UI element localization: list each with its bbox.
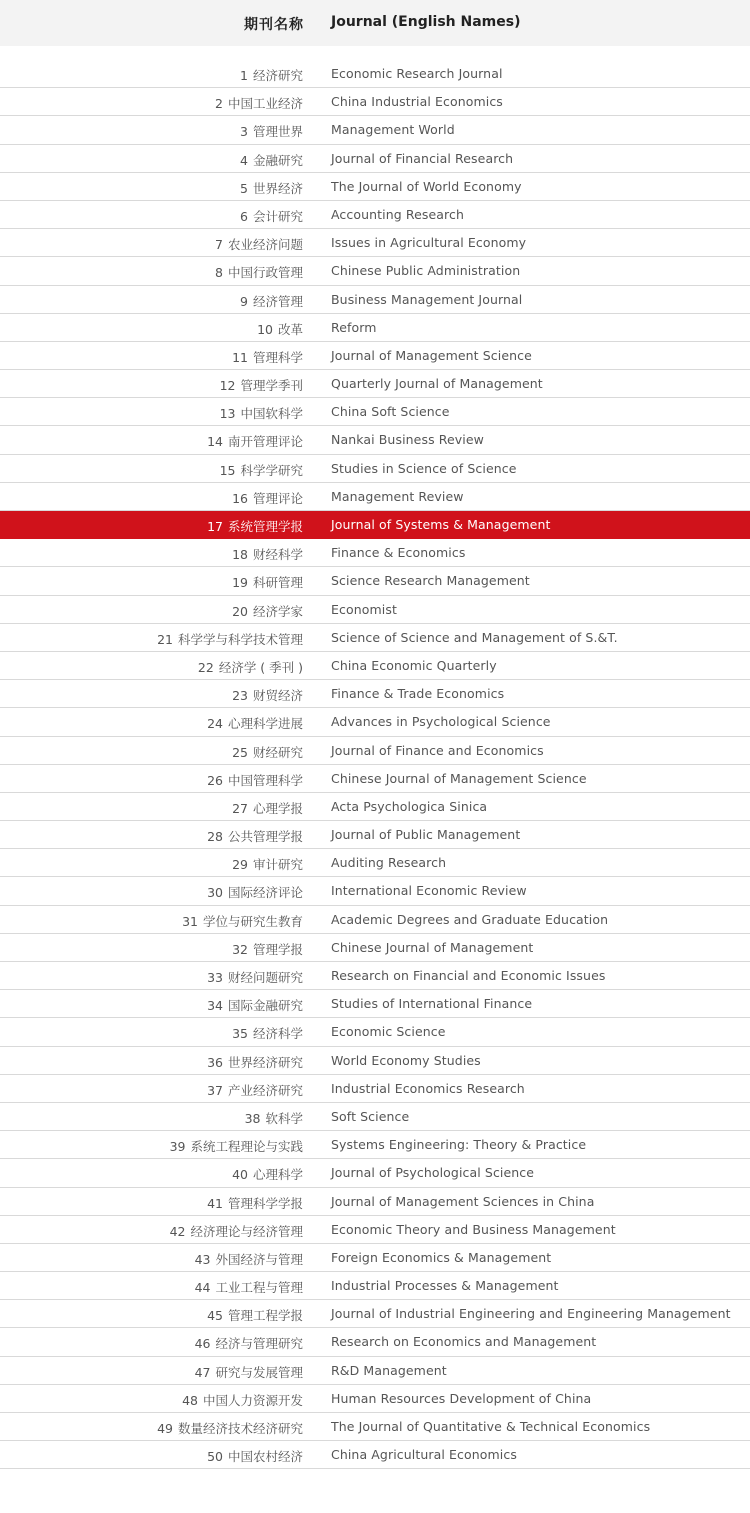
journal-en-name: Research on Financial and Economic Issues (331, 968, 606, 983)
journal-rank: 6 (240, 208, 248, 224)
journal-rank: 35 (232, 1026, 248, 1042)
journal-rank: 40 (232, 1167, 248, 1183)
journal-rank: 42 (169, 1223, 186, 1239)
journal-rank: 37 (207, 1082, 223, 1098)
journal-cn-title: 外国经济与管理 (215, 1251, 303, 1267)
journal-en-name: Journal of Finance and Economics (331, 742, 544, 758)
journal-cn-name (220, 461, 303, 479)
table-row (0, 1216, 750, 1244)
journal-cn-title: 工业工程与管理 (215, 1280, 303, 1296)
journal-cn-title: 中国软科学 (240, 406, 303, 422)
journal-en-name: Management Review (331, 488, 464, 504)
journal-en-name: Economic Theory and Business Management (331, 1221, 616, 1237)
journal-rank: 7 (215, 237, 223, 253)
journal-cn-title: 软科学 (265, 1110, 303, 1126)
journal-rank: 30 (207, 885, 223, 901)
journal-en-name: Industrial Processes & Management (331, 1278, 559, 1294)
journal-cn-name (195, 1278, 303, 1296)
journal-cn-name (207, 1081, 303, 1099)
journal-rank: 25 (232, 744, 248, 760)
table-row (0, 314, 750, 342)
journal-cn-title: 心理学报 (252, 800, 303, 816)
journal-rank: 1 (240, 68, 248, 83)
journal-cn-name (207, 1053, 303, 1071)
journal-cn-title: 系统管理学报 (227, 519, 303, 534)
table-row (0, 145, 750, 173)
journal-en-name: Finance & Economics (331, 545, 466, 561)
journal-en-name: China Agricultural Economics (331, 1447, 517, 1463)
header-en-label: Journal (English Names) (331, 14, 521, 30)
table-row (0, 737, 750, 765)
journal-rank: 8 (215, 265, 223, 281)
journal-en-name: Acta Psychologica Sinica (331, 798, 488, 814)
journal-cn-title: 农业经济问题 (227, 237, 303, 253)
journal-cn-name (207, 883, 303, 901)
table-row (0, 1300, 750, 1328)
journal-en-name: Advances in Psychological Science (331, 714, 551, 730)
journal-en-name: Academic Degrees and Graduate Education (331, 911, 609, 927)
journal-rank: 16 (232, 490, 248, 506)
journal-cn-name (232, 940, 303, 958)
journal-en-name: Journal of Industrial Engineering and Engineering Management (331, 1306, 731, 1322)
journal-rank: 9 (240, 293, 248, 309)
journal-cn-name (207, 1306, 303, 1324)
table-row (0, 426, 750, 454)
journal-cn-title: 中国人力资源开发 (202, 1392, 303, 1408)
journal-en-name: Industrial Economics Research (331, 1080, 525, 1096)
journal-en-name: Science of Science and Management of S.&T. (331, 629, 618, 645)
journal-en-name: Journal of Public Management (331, 827, 521, 843)
table-header (0, 0, 750, 46)
journal-en-name: Journal of Management Science (331, 347, 532, 363)
journal-cn-name (232, 602, 303, 620)
journal-cn-name (170, 1222, 303, 1240)
journal-cn-name (245, 1109, 303, 1127)
journal-cn-title: 科研管理 (252, 575, 303, 591)
journal-rank: 49 (157, 1421, 173, 1436)
table-row (0, 962, 750, 990)
journal-rank: 26 (207, 772, 223, 788)
journal-en-name: World Economy Studies (331, 1052, 481, 1068)
journal-rank: 48 (182, 1392, 198, 1408)
journal-cn-title: 财经问题研究 (227, 970, 303, 985)
journal-en-name: Nankai Business Review (331, 432, 484, 448)
journal-rank: 13 (219, 406, 236, 422)
table-row (0, 793, 750, 821)
journal-cn-title: 中国管理科学 (227, 772, 303, 788)
journal-cn-title: 南开管理评论 (227, 434, 303, 450)
journal-cn-title: 经济管理 (252, 293, 303, 309)
journal-cn-name (257, 320, 303, 338)
journal-cn-name (182, 912, 303, 930)
table-row (0, 88, 750, 116)
journal-cn-name (220, 376, 303, 394)
journal-cn-name (232, 489, 303, 507)
table-row (0, 596, 750, 624)
journal-en-name: Foreign Economics & Management (331, 1249, 552, 1265)
journal-rank: 15 (219, 462, 236, 478)
journal-rank: 22 (197, 659, 214, 675)
journal-cn-title: 管理科学学报 (227, 1195, 303, 1211)
journal-cn-name (207, 771, 303, 789)
journal-en-name: Studies of International Finance (331, 996, 533, 1012)
journal-en-name: Journal of Systems & Management (331, 517, 551, 532)
journal-cn-name (195, 1250, 303, 1268)
table-row (0, 906, 750, 934)
journal-rank: 2 (215, 96, 223, 112)
table-row (0, 342, 750, 370)
journal-en-name: International Economic Review (331, 883, 527, 899)
journal-rank: 33 (207, 970, 223, 985)
journal-en-name: Finance & Trade Economics (331, 686, 505, 702)
journal-rank: 23 (232, 688, 248, 704)
journal-cn-name (232, 855, 303, 873)
journal-cn-title: 中国农村经济 (227, 1449, 303, 1465)
table-row (0, 370, 750, 398)
journal-en-name: Quarterly Journal of Management (331, 376, 543, 392)
journal-cn-name (182, 1391, 303, 1409)
journal-cn-name (215, 94, 303, 112)
journal-cn-name (215, 263, 303, 281)
journal-en-name: Chinese Journal of Management Science (331, 770, 587, 786)
header-cn-label: 期刊名称 (244, 17, 304, 33)
journal-cn-name (207, 517, 303, 535)
journal-cn-title: 财经研究 (252, 744, 303, 760)
table-row (0, 1103, 750, 1131)
journal-cn-title: 产业经济研究 (227, 1082, 303, 1098)
journal-cn-title: 管理世界 (252, 124, 303, 140)
table-row (0, 934, 750, 962)
journal-cn-title: 心理科学 (252, 1167, 303, 1183)
journal-cn-title: 科学学与科学技术管理 (177, 631, 303, 647)
journal-en-name: Journal of Psychological Science (331, 1165, 535, 1181)
journal-cn-title: 经济科学 (252, 1026, 303, 1042)
journal-rank: 3 (240, 124, 248, 140)
journal-en-name: Reform (331, 319, 377, 335)
table-row (0, 173, 750, 201)
table-row (0, 849, 750, 877)
journal-cn-name (232, 686, 303, 704)
table-row (0, 1159, 750, 1187)
journal-cn-title: 财经科学 (252, 547, 303, 563)
journal-cn-title: 公共管理学报 (227, 829, 303, 845)
journal-cn-name (207, 1447, 303, 1465)
journal-rank: 14 (207, 434, 223, 450)
journal-cn-title: 系统工程理论与实践 (190, 1139, 303, 1155)
table-row (0, 765, 750, 793)
journal-rank: 27 (232, 800, 248, 816)
journal-en-name: China Economic Quarterly (331, 657, 497, 673)
table-row (0, 1385, 750, 1413)
journal-rank: 29 (232, 857, 248, 873)
journal-cn-title: 管理科学 (252, 349, 303, 365)
journal-rank: 10 (257, 321, 273, 337)
journal-rank: 39 (169, 1139, 186, 1155)
journal-cn-title: 国际经济评论 (227, 885, 303, 901)
journal-cn-title: 研究与发展管理 (215, 1364, 303, 1380)
journal-en-name: Economic Science (331, 1024, 446, 1040)
journal-rank: 17 (207, 519, 223, 534)
journal-en-name: Studies in Science of Science (331, 460, 517, 476)
journal-cn-name (232, 743, 303, 761)
journal-cn-name (207, 1194, 303, 1212)
journal-en-name: Business Management Journal (331, 291, 523, 307)
table-row (0, 1441, 750, 1469)
journal-cn-name (207, 827, 303, 845)
journal-cn-name (232, 573, 303, 591)
journal-rank: 20 (232, 603, 248, 619)
journal-rank: 24 (207, 716, 223, 732)
table-row (0, 539, 750, 567)
journal-cn-title: 审计研究 (252, 857, 303, 873)
journal-cn-title: 管理评论 (252, 490, 303, 506)
journal-cn-name (207, 432, 303, 450)
journal-en-name: Accounting Research (331, 206, 465, 222)
table-row (0, 567, 750, 595)
journal-en-name: Journal of Financial Research (331, 150, 514, 166)
journal-cn-name (195, 1363, 303, 1381)
journal-cn-name (240, 122, 303, 140)
journal-en-name: Economist (331, 601, 397, 617)
journal-rank: 50 (207, 1449, 223, 1465)
journal-en-name: The Journal of World Economy (331, 178, 522, 194)
journal-cn-title: 会计研究 (252, 208, 303, 224)
table-row (0, 257, 750, 285)
table-row (0, 483, 750, 511)
table-row (0, 455, 750, 483)
journal-rank: 34 (207, 998, 223, 1014)
journal-cn-name (232, 1024, 303, 1042)
journal-rank: 31 (182, 913, 198, 929)
journal-en-name: Research on Economics and Management (331, 1334, 597, 1350)
journal-cn-name (157, 1419, 303, 1437)
journal-en-name: Chinese Journal of Management (331, 939, 534, 955)
journal-en-name: Issues in Agricultural Economy (331, 235, 527, 251)
table-row (0, 680, 750, 708)
journal-cn-title: 金融研究 (252, 152, 303, 168)
journal-rank: 19 (232, 575, 248, 591)
journal-cn-title: 经济学 ( 季刊 ) (218, 659, 303, 675)
journal-cn-name (240, 179, 303, 197)
journal-cn-title: 中国工业经济 (227, 96, 303, 112)
journal-cn-name (232, 1165, 303, 1183)
journal-cn-title: 世界经济研究 (227, 1054, 303, 1070)
journal-en-name: Soft Science (331, 1108, 410, 1124)
journal-cn-title: 改革 (277, 321, 303, 337)
journal-rank: 41 (207, 1195, 223, 1211)
journal-en-name: Journal of Management Sciences in China (331, 1193, 595, 1209)
journal-cn-title: 学位与研究生教育 (202, 913, 303, 929)
journal-rank: 32 (232, 941, 248, 957)
journal-cn-name (157, 630, 303, 648)
journal-cn-name (207, 996, 303, 1014)
table-row (0, 1357, 750, 1385)
table-row (0, 821, 750, 849)
journal-rank: 36 (207, 1054, 223, 1070)
journal-en-name: Science Research Management (331, 573, 530, 589)
journal-cn-title: 世界经济 (252, 180, 303, 196)
journal-cn-name (215, 235, 303, 253)
journal-cn-name (232, 545, 303, 563)
table-row (0, 201, 750, 229)
table-row (0, 398, 750, 426)
journal-cn-name (232, 348, 303, 366)
table-row (0, 990, 750, 1018)
table-row (0, 708, 750, 736)
journal-cn-name (240, 66, 303, 84)
journal-cn-name (240, 207, 303, 225)
journal-cn-title: 经济理论与经济管理 (190, 1223, 303, 1239)
table-row-highlighted (0, 511, 750, 539)
table-row (0, 1413, 750, 1441)
journal-rank: 46 (194, 1336, 211, 1352)
journal-cn-title: 管理工程学报 (227, 1308, 303, 1324)
table-row (0, 1188, 750, 1216)
journal-cn-title: 科学学研究 (240, 462, 303, 478)
journal-en-name: R&D Management (331, 1362, 447, 1378)
journal-cn-title: 数量经济技术经济研究 (177, 1421, 303, 1436)
journal-rank: 4 (240, 152, 248, 168)
journal-rank: 45 (207, 1308, 223, 1324)
table-row (0, 1328, 750, 1356)
journal-en-name: Systems Engineering: Theory & Practice (331, 1137, 587, 1153)
journal-cn-name (220, 404, 303, 422)
journal-rank: 21 (157, 631, 173, 647)
table-row (0, 286, 750, 314)
journal-cn-title: 经济与管理研究 (215, 1336, 303, 1352)
table-row (0, 60, 750, 88)
journal-en-name: China Soft Science (331, 404, 450, 420)
journal-cn-title: 国际金融研究 (227, 998, 303, 1014)
journal-rank: 44 (194, 1280, 211, 1296)
journal-cn-name (207, 968, 303, 986)
table-row (0, 116, 750, 144)
journal-en-name: The Journal of Quantitative & Technical Economics (331, 1419, 651, 1434)
journal-cn-title: 财贸经济 (252, 688, 303, 704)
journal-rank: 18 (232, 547, 248, 563)
journal-en-name: China Industrial Economics (331, 94, 503, 110)
journal-cn-title: 中国行政管理 (227, 265, 303, 281)
table-row (0, 1244, 750, 1272)
table-row (0, 652, 750, 680)
table-row (0, 877, 750, 905)
table-row (0, 1272, 750, 1300)
table-row (0, 229, 750, 257)
table-row (0, 1075, 750, 1103)
journal-rank: 12 (219, 378, 236, 394)
table-row (0, 1047, 750, 1075)
journal-cn-title: 经济学家 (252, 603, 303, 619)
table-row (0, 1131, 750, 1159)
journal-rank: 43 (194, 1251, 211, 1267)
journal-rank: 5 (240, 180, 248, 196)
journal-cn-title: 心理科学进展 (227, 716, 303, 732)
journal-cn-title: 管理学季刊 (240, 378, 303, 394)
journal-rank: 28 (207, 829, 223, 845)
journal-en-name: Chinese Public Administration (331, 263, 521, 279)
journal-en-name: Economic Research Journal (331, 66, 503, 81)
journal-cn-title: 经济研究 (252, 68, 303, 83)
journal-cn-name (195, 1334, 303, 1352)
journal-cn-name (232, 799, 303, 817)
journal-cn-name (240, 151, 303, 169)
journal-cn-name (170, 1137, 303, 1155)
journal-en-name: Human Resources Development of China (331, 1390, 592, 1406)
journal-rank: 11 (232, 349, 248, 365)
table-row (0, 1018, 750, 1046)
journal-list (0, 60, 750, 1469)
table-row (0, 624, 750, 652)
journal-rank: 47 (194, 1364, 211, 1380)
journal-rank: 38 (244, 1110, 261, 1126)
journal-en-name: Management World (331, 122, 455, 138)
journal-cn-title: 管理学报 (252, 941, 303, 957)
journal-cn-name (207, 714, 303, 732)
journal-en-name: Auditing Research (331, 855, 447, 871)
journal-cn-name (240, 292, 303, 310)
journal-cn-name (198, 658, 303, 676)
